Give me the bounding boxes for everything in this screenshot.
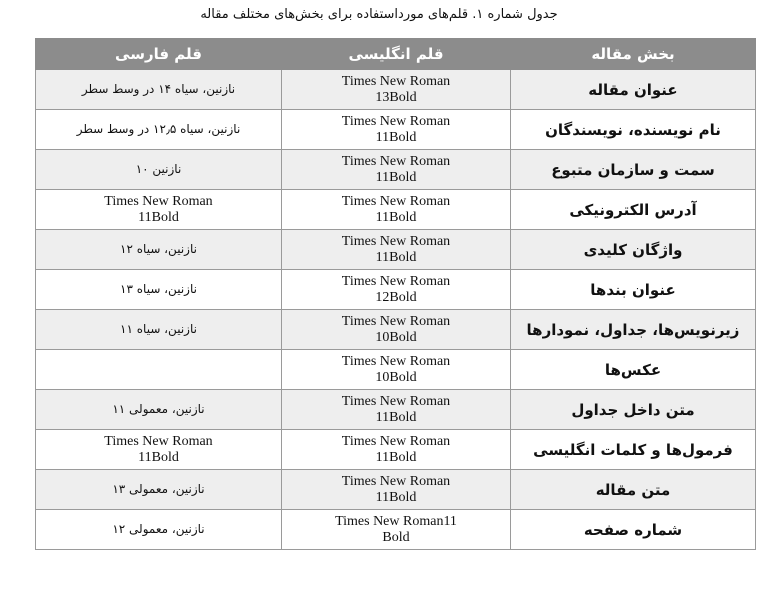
latin-font-value: Times New Roman 11Bold xyxy=(341,153,451,185)
persian-font-value: نازنین، سیاه ۱۲٫۵ در وسط سطر xyxy=(76,122,241,136)
latin-font-value: Times New Roman 13Bold xyxy=(341,73,451,105)
row-latin-font-cell xyxy=(282,110,511,150)
row-persian-font-cell xyxy=(36,310,282,350)
table-row xyxy=(36,470,756,510)
fonts-table xyxy=(35,38,756,550)
row-persian-font-cell xyxy=(36,390,282,430)
row-section-cell: آدرس الکترونیکی xyxy=(511,190,756,230)
persian-font-value: نازنین، سیاه ۱۲ xyxy=(120,242,197,256)
row-persian-font-cell xyxy=(36,510,282,550)
header-section: بخش مقاله xyxy=(511,39,756,70)
table-row xyxy=(36,350,756,390)
row-section-cell: شماره صفحه xyxy=(511,510,756,550)
table-row xyxy=(36,270,756,310)
row-persian-font-cell xyxy=(36,150,282,190)
persian-font-value: Times New Roman 11Bold xyxy=(104,193,213,225)
row-persian-font-cell xyxy=(36,230,282,270)
row-latin-font-cell xyxy=(282,350,511,390)
table-header-row xyxy=(36,39,756,70)
persian-font-value: نازنین، معمولی ۱۲ xyxy=(112,522,205,536)
table-row xyxy=(36,430,756,470)
table-row xyxy=(36,310,756,350)
latin-font-value: Times New Roman 11Bold xyxy=(341,233,451,265)
table-caption: جدول شماره ۱. قلم‌های مورداستفاده برای بخش‌های مختلف مقاله xyxy=(200,7,558,22)
row-latin-font-cell xyxy=(282,190,511,230)
row-persian-font-cell xyxy=(36,110,282,150)
row-section-cell: عکس‌ها xyxy=(511,350,756,390)
persian-font-value: نازنین، معمولی ۱۳ xyxy=(112,482,205,496)
row-section-cell: زیرنویس‌ها، جداول، نمودارها xyxy=(511,310,756,350)
row-persian-font-cell xyxy=(36,430,282,470)
latin-font-value: Times New Roman 11Bold xyxy=(341,113,451,145)
row-section-cell: سمت و سازمان متبوع xyxy=(511,150,756,190)
row-section-cell: نام نویسنده، نویسندگان xyxy=(511,110,756,150)
latin-font-value: Times New Roman11 Bold xyxy=(335,513,457,545)
table-row xyxy=(36,510,756,550)
table-row xyxy=(36,70,756,110)
row-section-cell: واژگان کلیدی xyxy=(511,230,756,270)
row-section-cell: متن داخل جداول xyxy=(511,390,756,430)
latin-font-value: Times New Roman 10Bold xyxy=(341,313,451,345)
latin-font-value: Times New Roman 10Bold xyxy=(341,353,451,385)
latin-font-value: Times New Roman 11Bold xyxy=(341,473,451,505)
row-latin-font-cell xyxy=(282,430,511,470)
row-latin-font-cell xyxy=(282,230,511,270)
row-persian-font-cell xyxy=(36,190,282,230)
row-persian-font-cell xyxy=(36,470,282,510)
row-section-cell: عنوان بندها xyxy=(511,270,756,310)
latin-font-value: Times New Roman 11Bold xyxy=(341,193,451,225)
latin-font-value: Times New Roman 11Bold xyxy=(341,433,451,465)
persian-font-value: Times New Roman 11Bold xyxy=(104,433,213,465)
persian-font-value: نازنین ۱۰ xyxy=(135,162,182,176)
table-row xyxy=(36,390,756,430)
table-row xyxy=(36,150,756,190)
row-persian-font-cell xyxy=(36,350,282,390)
row-latin-font-cell xyxy=(282,150,511,190)
latin-font-value: Times New Roman 12Bold xyxy=(341,273,451,305)
persian-font-value: نازنین، سیاه ۱۳ xyxy=(120,282,197,296)
row-latin-font-cell xyxy=(282,70,511,110)
header-persian-font: قلم فارسی xyxy=(36,39,282,70)
table-row xyxy=(36,230,756,270)
latin-font-value: Times New Roman 11Bold xyxy=(341,393,451,425)
row-section-cell: فرمول‌ها و کلمات انگلیسی xyxy=(511,430,756,470)
row-latin-font-cell xyxy=(282,510,511,550)
persian-font-value: نازنین، سیاه ۱۱ xyxy=(120,322,197,336)
row-latin-font-cell xyxy=(282,270,511,310)
table-row xyxy=(36,190,756,230)
table-row xyxy=(36,110,756,150)
row-section-cell: متن مقاله xyxy=(511,470,756,510)
header-latin-font: قلم انگلیسی xyxy=(282,39,511,70)
row-latin-font-cell xyxy=(282,390,511,430)
row-section-cell: عنوان مقاله xyxy=(511,70,756,110)
persian-font-value: نازنین، معمولی ۱۱ xyxy=(112,402,205,416)
row-latin-font-cell xyxy=(282,470,511,510)
row-persian-font-cell xyxy=(36,270,282,310)
row-latin-font-cell xyxy=(282,310,511,350)
row-persian-font-cell xyxy=(36,70,282,110)
persian-font-value: نازنین، سیاه ۱۴ در وسط سطر xyxy=(81,82,236,96)
